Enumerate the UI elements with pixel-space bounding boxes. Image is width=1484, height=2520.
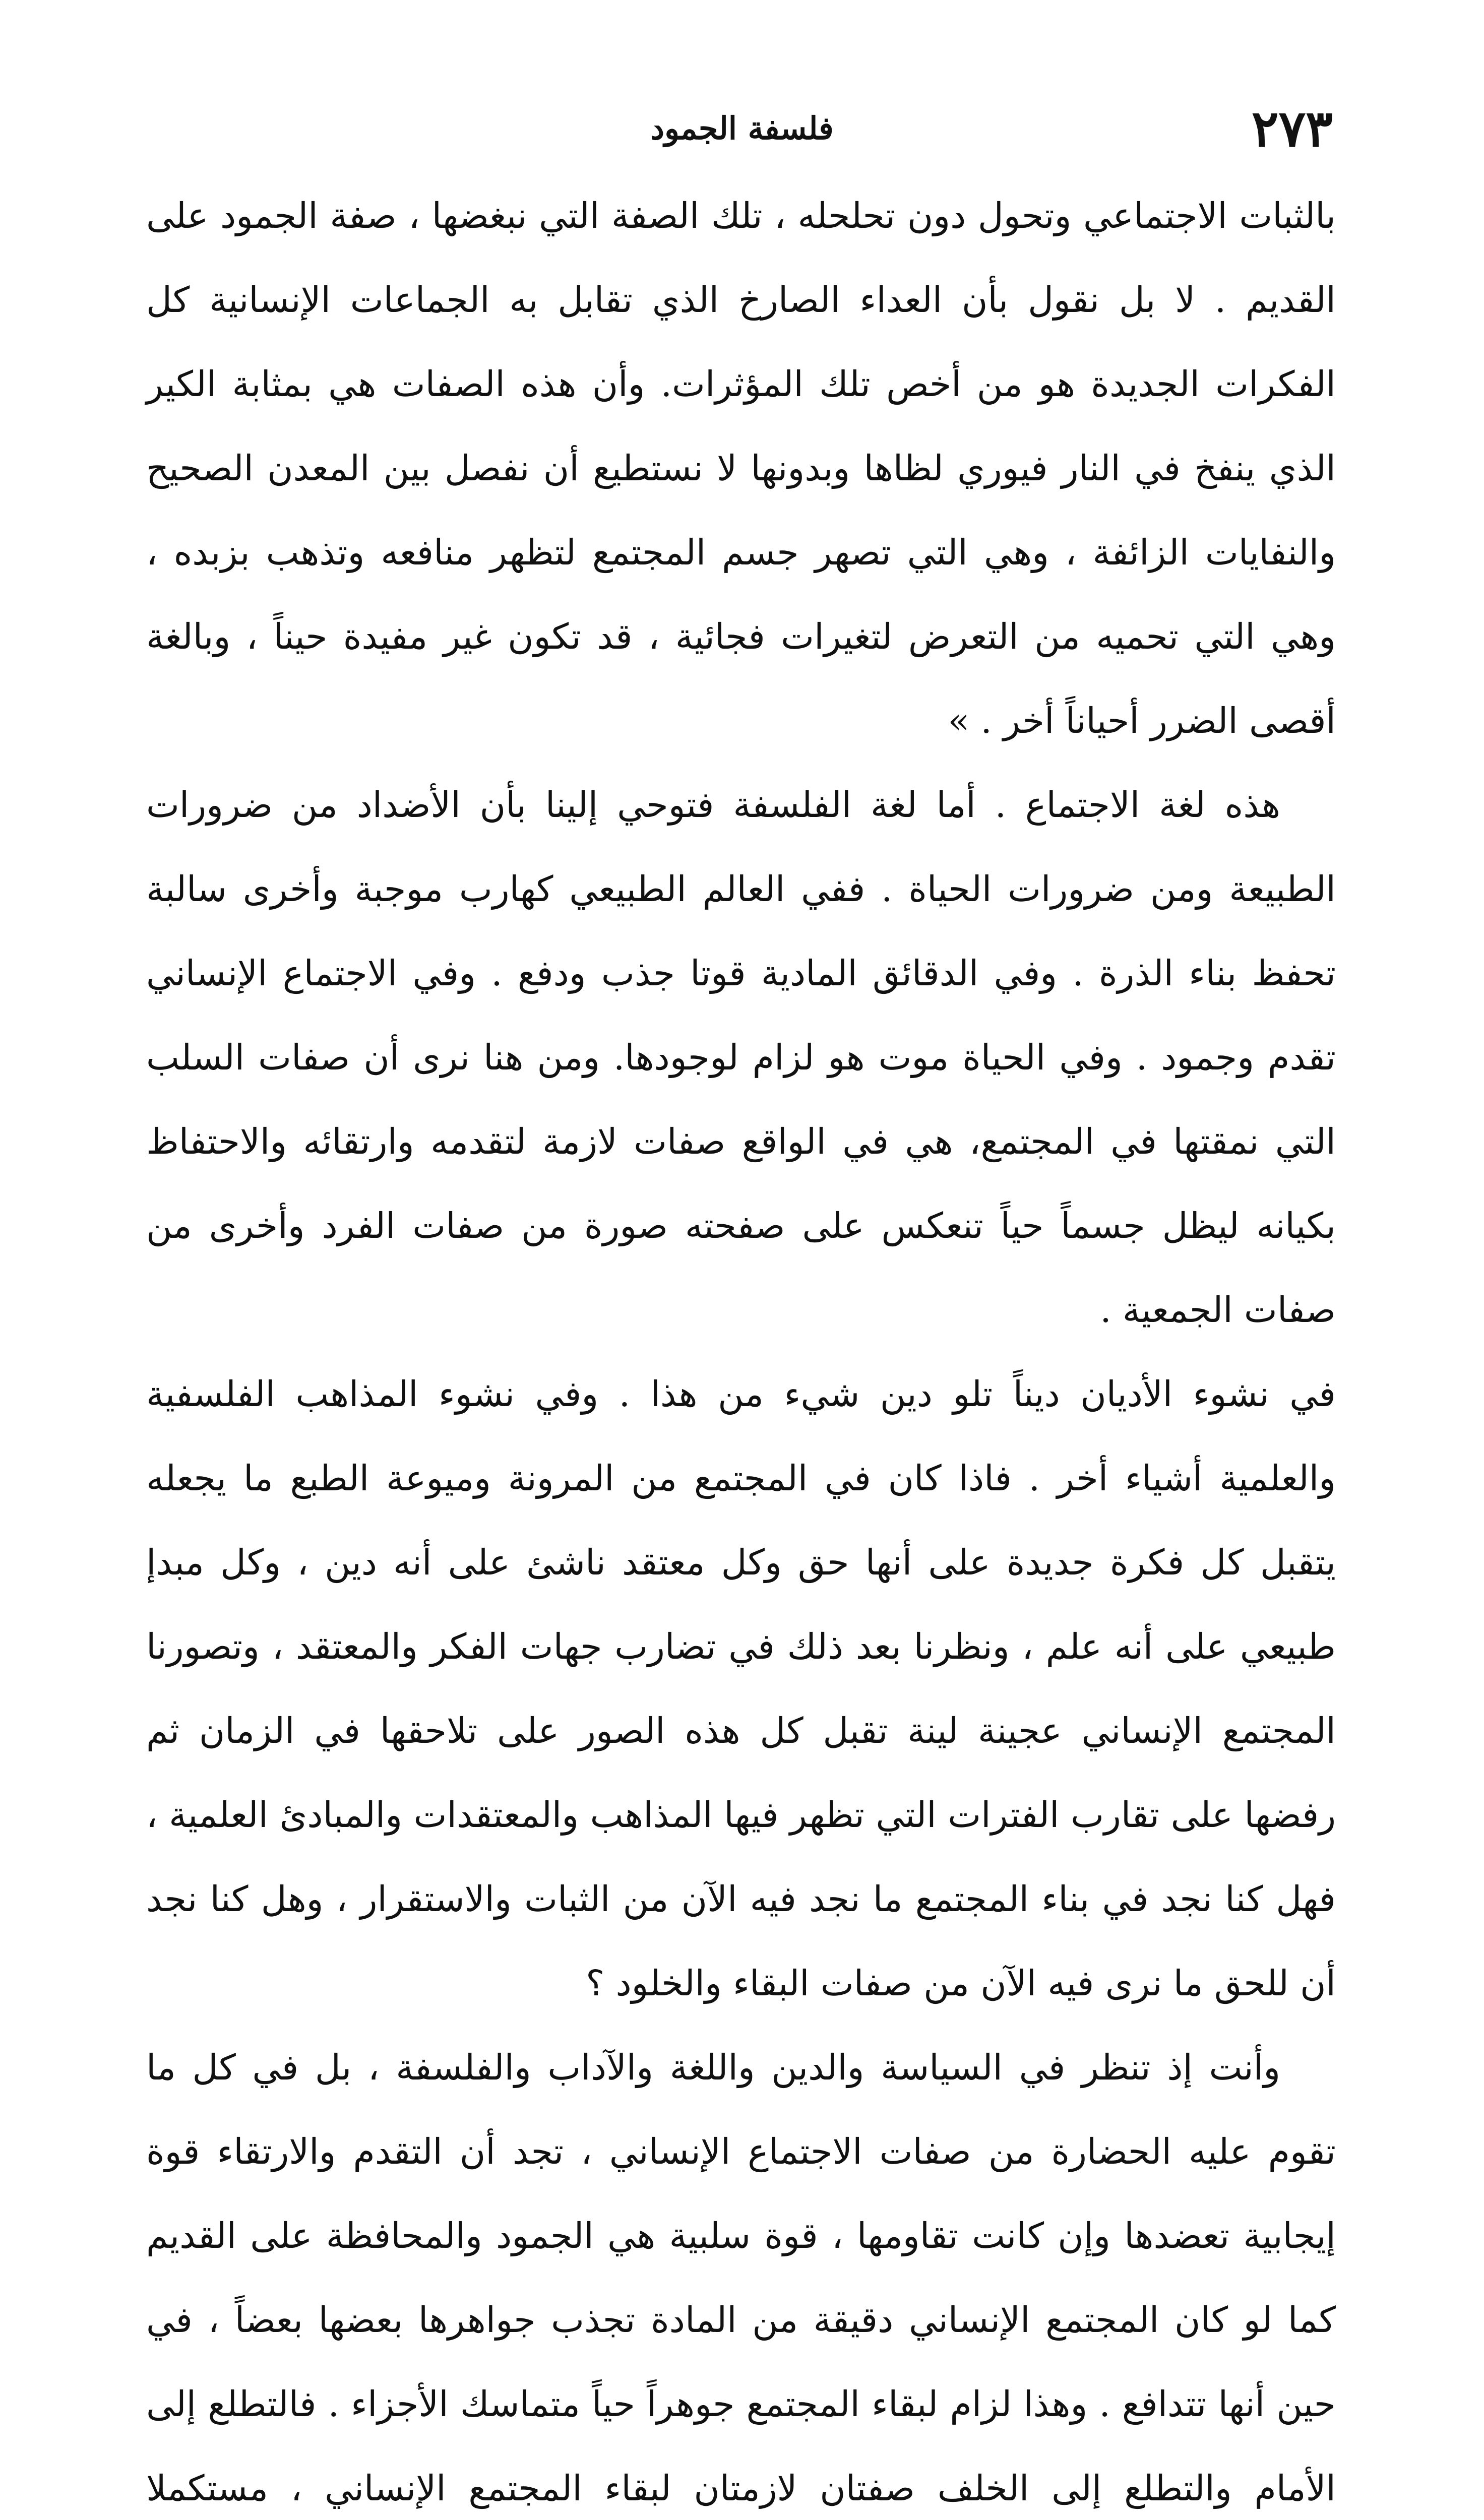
paragraph: في نشوء الأديان ديناً تلو دين شيء من هذا . وفي نشوء المذاهب الفلسفية والعلمية أشياء أخر . فاذا كان في المجتمع من المرونة وميوعة الطبع ما يجعله يتقبل كل فكرة جديدة على أنها حق وكل معتقد ناشئ على أنه دين ، وكل مبدإ طبيعي على أنه علم ، ونظرنا بعد ذلك في تضارب جهات الفكر والمعتقد ، وتصورنا المجتمع الإنساني عجينة لينة تقبل كل هذه الصور على تلاحقها في الزمان ثم رفضها على تقارب الفترات التي تظهر فيها المذاهب والمعتقدات والمبادئ العلمية ، فهل كنا نجد في بناء المجتمع ما نجد فيه الآن من الثبات والاستقرار ، وهل كنا نجد أن للحق ما نرى فيه الآن من صفات البقاء والخلود ؟ — [146, 1373, 1336, 2004]
page-number: ٢٧٣ — [1251, 99, 1333, 158]
paragraph: بالثبات الاجتماعي وتحول دون تحلحله ، تلك الصفة التي نبغضها ، صفة الجمود على القديم . لا بل نقول بأن العداء الصارخ الذي تقابل به الجماعات الإنسانية كل الفكرات الجديدة هو من أخص تلك المؤثرات. وأن هذه الصفات هي بمثابة الكير الذي ينفخ في النار فيوري لظاها وبدونها لا نستطيع أن نفصل بين المعدن الصحيح والنفايات الزائفة ، وهي التي تصهر جسم المجتمع لتظهر منافعه وتذهب بزبده ، وهي التي تحميه من التعرض لتغيرات فجائية ، قد تكون غير مفيدة حيناً ، وبالغة أقصى الضرر أحياناً أخر . » — [146, 195, 1336, 741]
paragraph: وأنت إذ تنظر في السياسة والدين واللغة والآداب والفلسفة ، بل في كل ما تقوم عليه الحضارة من صفات الاجتماع الإنساني ، تجد أن التقدم والارتقاء قوة إيجابية تعضدها وإن كانت تقاومها ، قوة سلبية هي الجمود والمحافظة على القديم كما لو كان المجتمع الإنساني دقيقة من المادة تجذب جواهرها بعضها بعضاً ، في حين أنها تتدافع . وهذا لزام لبقاء المجتمع جوهراً حياً متماسك الأجزاء . فالتطلع إلى الأمام والتطلع إلى الخلف صفتان لازمتان لبقاء المجتمع الإنساني ، مستكملا — [146, 2047, 1336, 2509]
page-header — [151, 101, 1333, 156]
body-text — [146, 174, 1336, 2520]
running-title: فلسفة الجمود — [650, 110, 834, 147]
paragraph: هذه لغة الاجتماع . أما لغة الفلسفة فتوحي إلينا بأن الأضداد من ضرورات الطبيعة ومن ضرورات الحياة . ففي العالم الطبيعي كهارب موجبة وأخرى سالبة تحفظ بناء الذرة . وفي الدقائق المادية قوتا جذب ودفع . وفي الاجتماع الإنساني تقدم وجمود . وفي الحياة موت هو لزام لوجودها. ومن هنا نرى أن صفات السلب التي نمقتها في المجتمع، هي في الواقع صفات لازمة لتقدمه وارتقائه والاحتفاظ بكيانه ليظل جسماً حياً تنعكس على صفحته صورة من صفات الفرد وأخرى من صفات الجمعية . — [146, 784, 1336, 1331]
